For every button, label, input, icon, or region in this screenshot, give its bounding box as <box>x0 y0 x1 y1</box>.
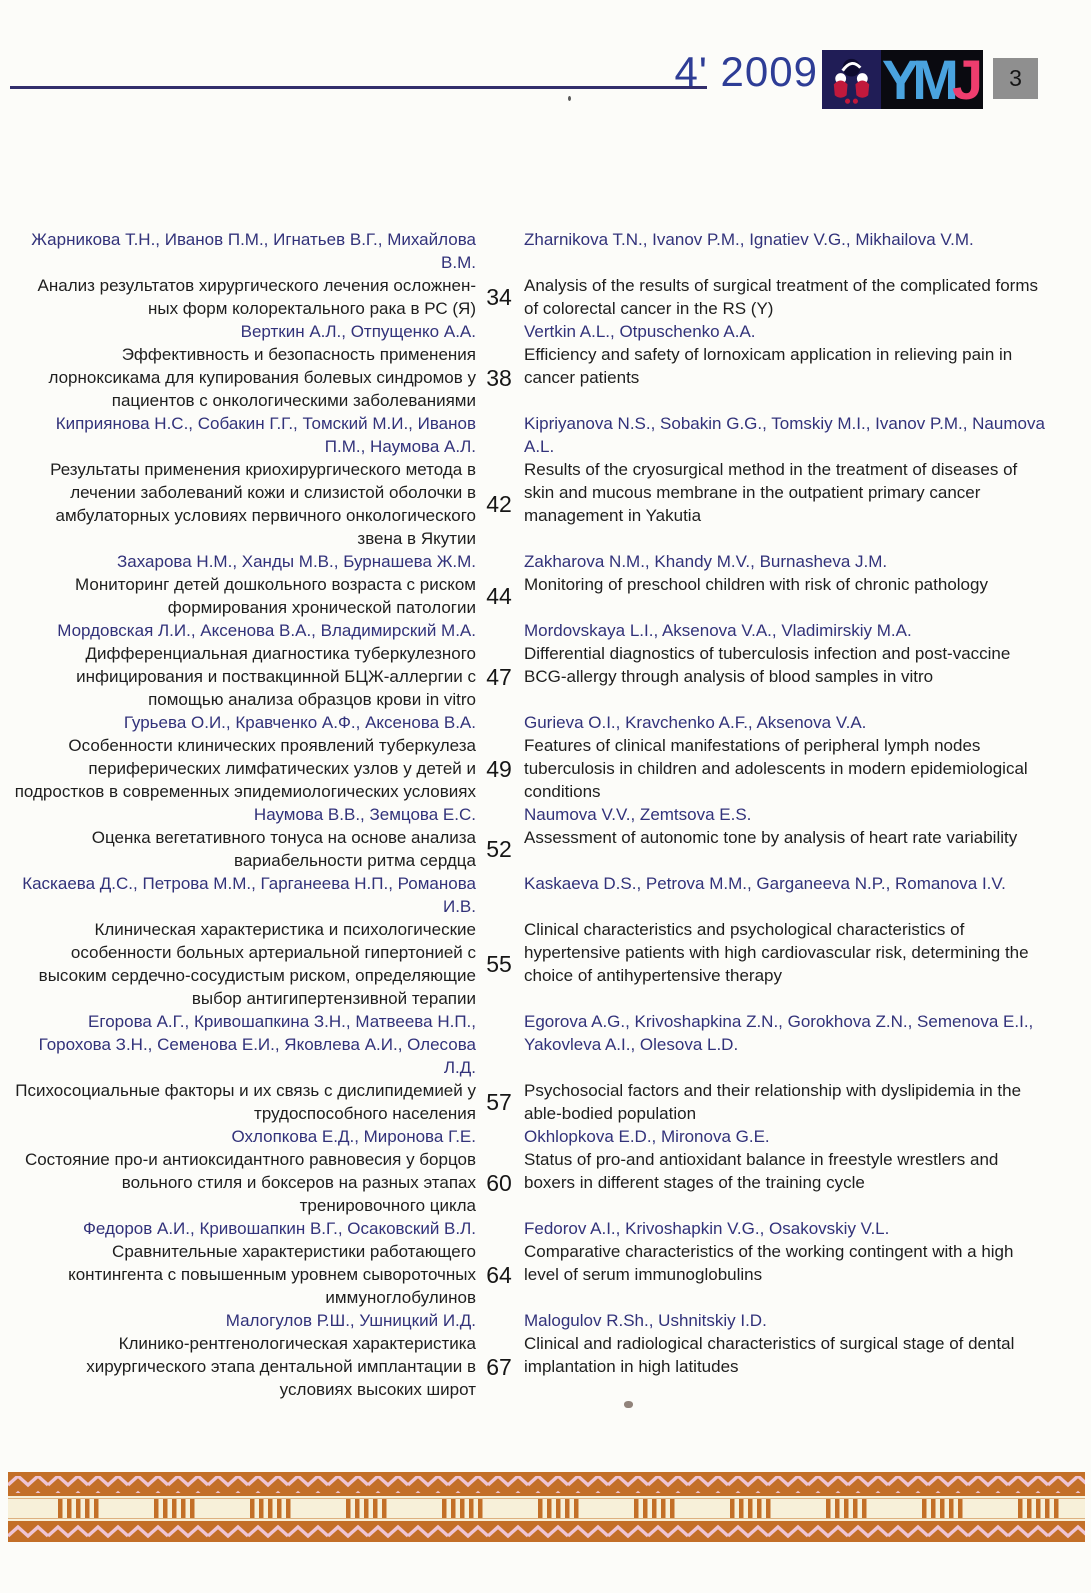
issue-label: 4' 2009 <box>674 48 818 95</box>
entry-page-number: 34 <box>486 284 512 310</box>
page-number-box <box>993 58 1038 99</box>
entry-authors-en: Gurieva O.I., Kravchenko A.F., Aksenova V.A. <box>524 713 867 732</box>
toc-entry <box>14 803 1077 872</box>
entry-page-number: 52 <box>486 836 512 862</box>
page-number: 3 <box>1009 65 1022 91</box>
entry-title-en: Results of the cryosurgical method in the treatment of diseases of skin and mucous membrane in the outpatient primary cancer management in Yakutia <box>524 460 1018 525</box>
logo-letter-j: J <box>951 48 977 111</box>
entry-page-number: 60 <box>486 1169 512 1196</box>
toc-entry <box>14 711 1077 803</box>
entry-title-ru: Мониторинг детей дошкольного возраста с риском формирования хронической патологии <box>75 575 476 617</box>
entry-page-number: 64 <box>486 1261 512 1288</box>
entry-title-ru: Особенности клинических проявлений туберкулеза периферических лимфатических узлов у детей и подростков в современных эпидемиологических условиях <box>14 736 476 801</box>
entry-title-en: Clinical and radiological characteristics of surgical stage of dental implantation in high latitudes <box>524 1334 1015 1376</box>
entry-title-ru: Состояние про-и антиоксидантного равновесия у борцов вольного стиля и боксеров на разных этапах тренировочного цикла <box>24 1150 476 1215</box>
entry-page-number: 67 <box>486 1353 512 1380</box>
entry-title-en: Status of pro-and antioxidant balance in freestyle wrestlers and boxers in different stages of the training cycle <box>524 1150 999 1192</box>
entry-authors-ru: Охлопкова Е.Д., Миронова Г.Е. <box>231 1127 476 1146</box>
toc-entry <box>14 228 1077 320</box>
entry-title-en: Analysis of the results of surgical treatment of the complicated forms of colorectal cancer in the RS (Y) <box>524 276 1039 318</box>
entry-authors-en: Kaskaeva D.S., Petrova M.M., Garganeeva N.P., Romanova I.V. <box>524 874 1006 893</box>
footer-ornament-band <box>8 1472 1085 1542</box>
entry-title-en: Features of clinical manifestations of peripheral lymph nodes tuberculosis in children and adolescents in modern epidemiological conditions <box>524 736 1028 801</box>
journal-emblem-icon <box>822 50 881 109</box>
entry-page-number: 57 <box>486 1089 512 1115</box>
toc-entry <box>14 1010 1077 1125</box>
entry-authors-ru: Федоров А.И., Кривошапкин В.Г., Осаковский В.Л. <box>82 1219 476 1238</box>
ornament-pattern-icon <box>8 1472 1085 1542</box>
entry-page-number: 38 <box>486 364 512 391</box>
entry-page-number: 44 <box>486 583 512 609</box>
entry-title-ru: Сравнительные характеристики работающего контингента с повышенным уровнем сывороточных иммуноглобулинов <box>68 1242 476 1307</box>
entry-authors-ru: Жарникова Т.Н., Иванов П.М., Игнатьев В.Г., Михайлова В.М. <box>31 230 476 272</box>
scan-speck <box>568 96 571 101</box>
entry-authors-en: Vertkin A.L., Otpuschenko A.A. <box>524 322 756 341</box>
toc-entry <box>14 872 1077 1010</box>
toc-entry <box>14 1309 1077 1401</box>
entry-authors-en: Kipriyanova N.S., Sobakin G.G., Tomskiy M.I., Ivanov P.M., Naumova A.L. <box>524 414 1045 456</box>
entry-title-ru: Клиническая характеристика и психологические особенности больных артериальной гипертонией с высоким сердечно-сосудистым риском, определяющие выбор антигипертензивной терапии <box>38 920 476 1008</box>
entry-authors-ru: Наумова В.В., Земцова Е.С. <box>253 805 476 824</box>
entry-authors-ru: Гурьева О.И., Кравченко А.Ф., Аксенова В.А. <box>123 713 476 732</box>
entry-title-ru: Результаты применения криохирургического метода в лечении заболеваний кожи и слизистой оболочки в амбулаторных условиях первичного онкологического звена в Якутии <box>50 460 476 548</box>
scan-speck <box>624 1401 633 1408</box>
entry-title-ru: Эффективность и безопасность применения лорноксикама для купирования болевых синдромов у пациентов с онкологическими заболеваниями <box>48 345 476 410</box>
entry-authors-en: Egorova A.G., Krivoshapkina Z.N., Gorokhova Z.N., Semenova E.I., Yakovleva A.I., Olesova L.D. <box>524 1012 1034 1054</box>
journal-emblem <box>822 50 881 109</box>
entry-title-en: Clinical characteristics and psychological characteristics of hypertensive patients with high cardiovascular risk, determining the choice of antihypertensive therapy <box>524 920 1029 985</box>
entry-authors-ru: Каскаева Д.С., Петрова М.М., Гарганеева Н.П., Романова И.В. <box>22 874 476 916</box>
entry-authors-en: Mordovskaya L.I., Aksenova V.A., Vladimirskiy M.A. <box>524 621 912 640</box>
entry-authors-ru: Захарова Н.М., Ханды М.В., Бурнашева Ж.М. <box>117 552 476 571</box>
entry-authors-en: Naumova V.V., Zemtsova E.S. <box>524 805 752 824</box>
entry-authors-ru: Мордовская Л.И., Аксенова В.А., Владимирский М.А. <box>57 621 476 640</box>
entry-authors-en: Zharnikova T.N., Ivanov P.M., Ignatiev V.G., Mikhailova V.M. <box>524 230 974 249</box>
toc-entry <box>14 320 1077 412</box>
entry-title-ru: Психосоциальные факторы и их связь с дислипидемией у трудоспособного населения <box>15 1081 476 1123</box>
entry-page-number: 55 <box>486 951 512 977</box>
entry-title-ru: Клинико-рентгенологическая характеристика хирургического этапа дентальной имплантации в условиях высоких широт <box>86 1334 476 1399</box>
header-rule <box>10 86 707 89</box>
entry-title-ru: Дифференциальная диагностика туберкулезного инфицирования и поствакцинной БЦЖ-аллергии с помощью анализа образцов крови in vitro <box>76 644 476 709</box>
entry-authors-en: Malogulov R.Sh., Ushnitskiy I.D. <box>524 1311 767 1330</box>
entry-title-en: Assessment of autonomic tone by analysis of heart rate variability <box>524 828 1018 847</box>
entry-authors-ru: Малогулов Р.Ш., Ушницкий И.Д. <box>225 1311 476 1330</box>
entry-title-en: Psychosocial factors and their relationship with dyslipidemia in the able-bodied population <box>524 1081 1022 1123</box>
logo-letter-m: M <box>912 48 952 111</box>
entry-authors-ru: Верткин А.Л., Отпущенко А.А. <box>240 322 476 341</box>
table-of-contents <box>14 228 1077 1401</box>
toc-entry <box>14 550 1077 619</box>
entry-page-number: 47 <box>486 663 512 690</box>
toc-entry <box>14 1217 1077 1309</box>
entry-title-en: Efficiency and safety of lornoxicam application in relieving pain in cancer patients <box>524 345 1013 387</box>
entry-title-en: Comparative characteristics of the working contingent with a high level of serum immunoglobulins <box>524 1242 1014 1284</box>
entry-page-number: 49 <box>486 755 512 782</box>
entry-title-en: Differential diagnostics of tuberculosis infection and post-vaccine BCG-allergy through analysis of blood samples in vitro <box>524 644 1011 686</box>
entry-title-ru: Анализ результатов хирургического лечения осложнен-ных форм колоректального рака в РС (Я) <box>37 276 476 318</box>
logo-letter-y: Y <box>881 48 913 111</box>
entry-authors-en: Fedorov A.I., Krivoshapkin V.G., Osakovskiy V.L. <box>524 1219 890 1238</box>
entry-authors-ru: Егорова А.Г., Кривошапкина З.Н., Матвеева Н.П., Горохова З.Н., Семенова Е.И., Яковлева А.И., Олесова Л.Д. <box>38 1012 476 1077</box>
entry-title-en: Monitoring of preschool children with risk of chronic pathology <box>524 575 988 594</box>
journal-logo-ymj <box>881 50 983 109</box>
entry-authors-ru: Киприянова Н.С., Собакин Г.Г., Томский М.И., Иванов П.М., Наумова А.Л. <box>55 414 476 456</box>
entry-title-ru: Оценка вегетативного тонуса на основе анализа вариабельности ритма сердца <box>91 828 476 870</box>
entry-page-number: 42 <box>486 491 512 517</box>
toc-entry <box>14 619 1077 711</box>
toc-entry <box>14 412 1077 550</box>
entry-authors-en: Okhlopkova E.D., Mironova G.E. <box>524 1127 770 1146</box>
toc-entry <box>14 1125 1077 1217</box>
entry-authors-en: Zakharova N.M., Khandy M.V., Burnasheva J.M. <box>524 552 888 571</box>
